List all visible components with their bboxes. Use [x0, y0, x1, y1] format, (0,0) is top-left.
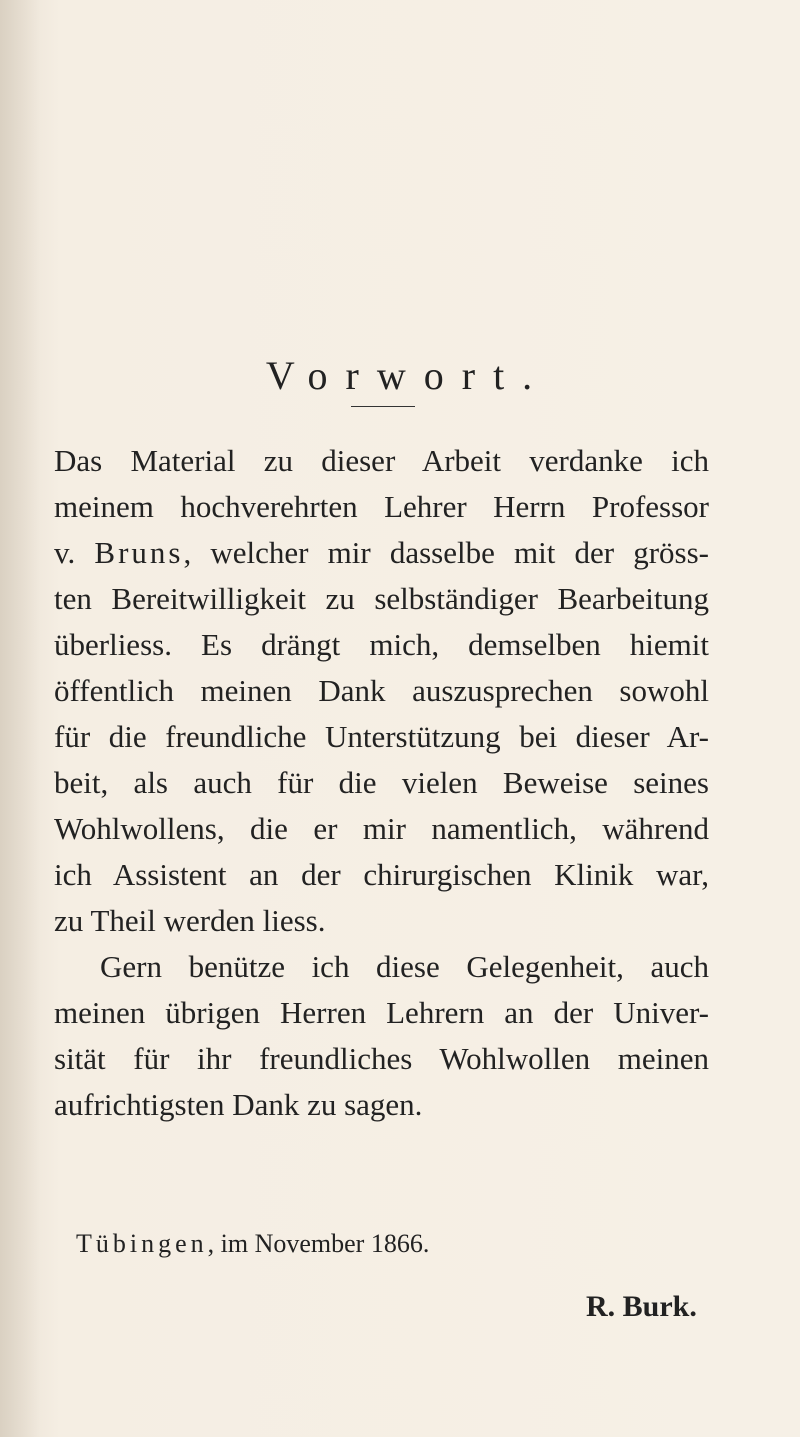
text-fragment: , welcher mir dasselbe mit der gröss-: [183, 535, 709, 570]
book-spine-shadow: [0, 0, 40, 1437]
text-line: meinen übrigen Herren Lehrern an der Univer-: [54, 995, 709, 1030]
text-line: ich Assistent an der chirurgischen Klinik war,: [54, 857, 709, 892]
text-line: Gern benütze ich diese Gelegenheit, auch: [100, 949, 709, 984]
date-text: , im November 1866.: [207, 1229, 430, 1258]
text-line: für die freundliche Unterstützung bei dieser Ar-: [54, 719, 709, 754]
text-line: überliess. Es drängt mich, demselben hiemit: [54, 627, 709, 662]
text-line: zu Theil werden liess.: [54, 903, 326, 938]
text-line: sität für ihr freundliches Wohlwollen meinen: [54, 1041, 709, 1076]
text-line: Wohlwollens, die er mir namentlich, während: [54, 811, 709, 846]
author-name: Bruns: [94, 535, 184, 570]
title-rule: [351, 406, 415, 407]
place-date: [76, 1229, 429, 1259]
text-line: aufrichtigsten Dank zu sagen.: [54, 1087, 423, 1122]
text-line: ten Bereitwilligkeit zu selbständiger Bearbeitung: [54, 581, 709, 616]
signature: R. Burk.: [586, 1290, 697, 1323]
text-line: meinem hochverehrten Lehrer Herrn Professor: [54, 489, 709, 524]
text-line: öffentlich meinen Dank auszusprechen sowohl: [54, 673, 709, 708]
place-name: Tübingen: [76, 1229, 208, 1258]
text-fragment: v.: [54, 535, 95, 570]
text-line: [54, 537, 709, 568]
text-line: beit, als auch für die vielen Beweise seines: [54, 765, 709, 800]
text-line: Das Material zu dieser Arbeit verdanke ich: [54, 443, 709, 478]
page-title: Vorwort.: [265, 353, 551, 398]
